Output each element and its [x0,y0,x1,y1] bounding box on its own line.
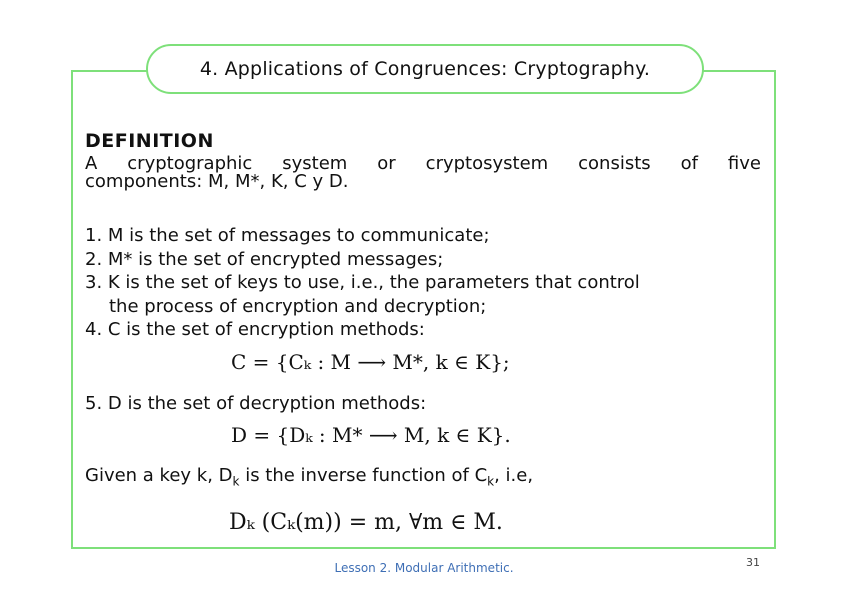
slide-title [146,44,704,94]
given-prefix: Given a key k, D [85,465,233,486]
slide-title-text: 4. Applications of Congruences: Cryptography. [199,58,651,80]
intro-line-1: A cryptographic system or cryptosystem consists of five [85,153,761,174]
page-number: 31 [746,556,760,569]
inverse-formula: Dₖ (Cₖ(m)) = m, ∀m ∈ M. [229,510,503,535]
given-mid: is the inverse function of C [239,465,488,486]
list-item: 1. M is the set of messages to communicate; [85,225,490,246]
given-suffix: , i.e, [494,465,534,486]
decryption-formula: D = {Dₖ : M* ⟶ M, k ∈ K}. [231,423,511,447]
definition-heading: DEFINITION [85,130,214,152]
definition-list [85,224,640,342]
intro-line-2: components: M, M*, K, C y D. [85,171,349,192]
subscript-k: k [487,474,495,489]
footer-lesson: Lesson 2. Modular Arithmetic. [334,561,514,575]
list-item: 2. M* is the set of encrypted messages; [85,248,444,270]
list-item: 4. C is the set of encryption methods: [85,319,425,340]
list-item-5: 5. D is the set of decryption methods: [85,393,427,414]
given-statement [85,465,533,489]
encryption-formula: C = {Cₖ : M ⟶ M*, k ∈ K}; [231,350,510,374]
subscript-k: k [232,474,240,489]
list-item-continuation: the process of encryption and decryption; [109,295,487,317]
list-item: 3. K is the set of keys to use, i.e., the parameters that control [85,272,640,293]
